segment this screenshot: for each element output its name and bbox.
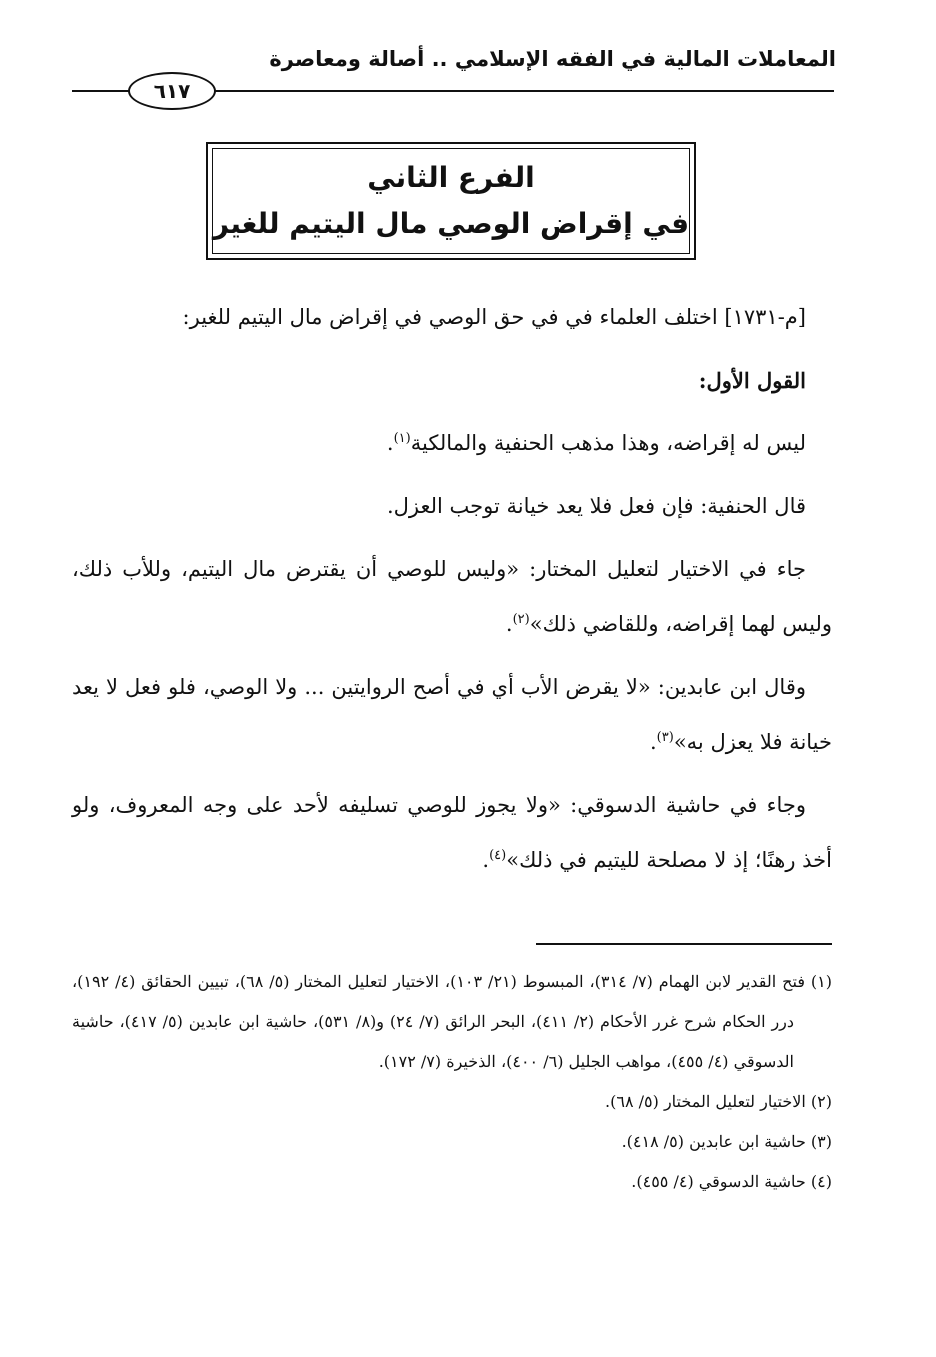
footnote-3: (٣) حاشية ابن عابدين (٥/ ٤١٨).: [621, 1132, 832, 1151]
end-mark: .: [505, 612, 513, 636]
paragraph-text: وقال ابن عابدين: «لا يقرض الأب أي في أصح الروايتين ... ولا الوصي، فلو فعل لا يعد خيانة فلا يعزل به»: [72, 675, 832, 754]
paragraph-intro: [م-١٧٣١] اختلف العلماء في في حق الوصي في إقراض مال اليتيم للغير:: [182, 305, 806, 329]
footnote-1: (١) فتح القدير لابن الهمام (٧/ ٣١٤)، المبسوط (٢١/ ١٠٣)، الاختيار لتعليل المختار (٥/ ٦٨)، تبيين الحقائق (٤/ ١٩٢)، درر الحكام شرح غرر الأحكام (٢/ ٤١١)، البحر الرائق (٧/ ٢٤) و(٨/ ٥٣١)، حاشية ابن عابدين (٥/ ٤١٧)، حاشية الدسوقي (٤/ ٤٥٥)، مواهب الجليل (٦/ ٤٠٠)، الذخيرة (٧/ ١٧٢).: [72, 972, 832, 1071]
main-text: [72, 290, 832, 896]
paragraph-text: ليس له إقراضه، وهذا مذهب الحنفية والمالكية: [410, 431, 806, 455]
paragraph-ibn-abidin-quote: [72, 660, 832, 770]
section-title-inner-frame: [212, 148, 690, 254]
section-title-line-2: في إقراض الوصي مال اليتيم للغير: [212, 207, 690, 240]
footnote-2: (٢) الاختيار لتعليل المختار (٥/ ٦٨).: [605, 1092, 832, 1111]
end-mark: .: [386, 431, 394, 455]
page-number: ٦١٧: [128, 72, 216, 110]
heading-first-opinion: القول الأول:: [698, 368, 806, 393]
paragraph-ikhtiyar-quote: [72, 542, 832, 652]
footnote-ref-1[interactable]: (١): [393, 431, 411, 446]
footnote-4: (٤) حاشية الدسوقي (٤/ ٤٥٥).: [631, 1172, 832, 1191]
paragraph-opinion-statement: [72, 416, 832, 471]
section-title-line-1: الفرع الثاني: [367, 161, 535, 194]
footnotes: [72, 962, 832, 1202]
paragraph-text: وجاء في حاشية الدسوقي: «ولا يجوز للوصي تسليفه لأحد على وجه المعروف، ولو أخذ رهنًا؛ إذ لا مصلحة لليتيم في ذلك»: [72, 793, 832, 872]
footnote-separator: [536, 943, 832, 945]
paragraph-dasuqi-quote: [72, 778, 832, 888]
running-header-title: المعاملات المالية في الفقه الإسلامي .. أصالة ومعاصرة: [269, 47, 836, 71]
paragraph-hanafi: قال الحنفية: فإن فعل فلا يعد خيانة توجب العزل.: [386, 494, 806, 518]
section-title-box: [206, 142, 696, 260]
end-mark: .: [649, 730, 657, 754]
end-mark: .: [482, 848, 490, 872]
paragraph-text: جاء في الاختيار لتعليل المختار: «وليس للوصي أن يقترض مال اليتيم، وللأب ذلك، وليس لهما إقراضه، وللقاضي ذلك»: [72, 557, 832, 636]
footnote-ref-2[interactable]: (٢): [512, 612, 530, 627]
footnote-ref-3[interactable]: (٣): [656, 730, 674, 745]
footnote-ref-4[interactable]: (٤): [489, 848, 507, 863]
